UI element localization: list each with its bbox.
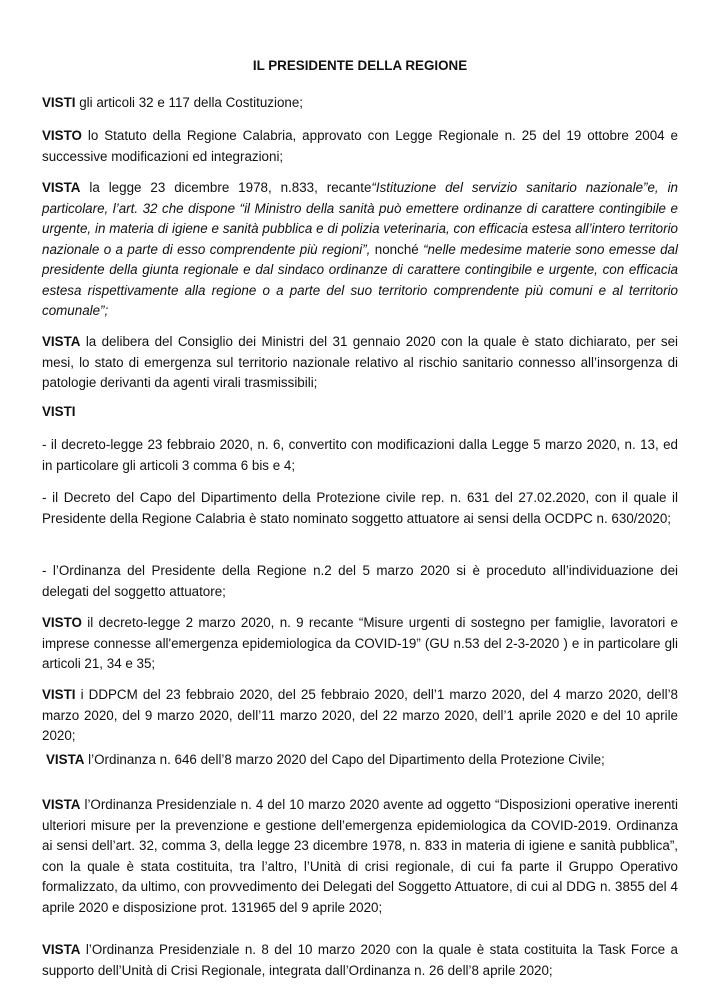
paragraph-lead: VISTO bbox=[42, 128, 82, 143]
paragraph-text: l’Ordinanza Presidenziale n. 4 del 10 marzo 2020 avente ad oggetto “Disposizioni operative inerenti ulteriori misure per la prevenzione e gestione dell’emergenza epidemiologica da COVID-2019. Ordinanza ai sensi dell’art. 32, comma 3, della legge 23 dicembre 1978, n. 833 in materia di igiene e sanità pubblica”, con la quale è stata costituita, tra l’altro, l’Unità di crisi regionale, di cui fa parte il Gruppo Operativo formalizzato, da ultimo, con provvedimento dei Delegati del Soggetto Attuatore, di cui al DDG n. 3855 del 4 aprile 2020 e disposizione prot. 131965 del 9 aprile 2020; bbox=[42, 797, 678, 915]
paragraph-quote: “nelle medesime materie sono emesse dal presidente della giunta regionale e dal sindaco ordinanze di carattere contingibile e urgente, con efficacia estesa rispettivamente alla regione o a parte del suo territorio comprendente più comuni e al territorio comunale”; bbox=[42, 241, 678, 318]
paragraph-text: il decreto-legge 2 marzo 2020, n. 9 recante “Misure urgenti di sostegno per famiglie, lavoratori e imprese connesse all'emergenza epidemiologica da COVID-19” (GU n.53 del 2-3-2020 ) e in particolare gli articoli 21, 34 e 35; bbox=[42, 615, 678, 671]
paragraph-vista-ordinanza-646 bbox=[46, 750, 682, 771]
paragraph-text: gli articoli 32 e 117 della Costituzione; bbox=[75, 95, 304, 110]
paragraph-visti-heading bbox=[42, 402, 678, 423]
paragraph-lead: VISTO bbox=[42, 615, 82, 630]
paragraph-text: la delibera del Consiglio dei Ministri del 31 gennaio 2020 con la quale è stato dichiarato, per sei mesi, lo stato di emergenza sul territorio nazionale relativo al rischio sanitario connesso all’insorgenza di patologie derivanti da agenti virali trasmissibili; bbox=[42, 334, 678, 390]
paragraph-visto-statuto bbox=[42, 126, 678, 167]
list-item-decreto-legge-6 bbox=[42, 435, 678, 476]
paragraph-vista-delibera bbox=[42, 332, 678, 394]
paragraph-lead: VISTI bbox=[42, 95, 76, 110]
paragraph-lead: VISTI bbox=[42, 404, 76, 419]
paragraph-lead: VISTI bbox=[42, 687, 76, 702]
paragraph-lead: VISTA bbox=[42, 334, 81, 349]
paragraph-text: - il Decreto del Capo del Dipartimento della Protezione civile rep. n. 631 del 27.02.2020, con il quale il Presidente della Regione Calabria è stato nominato soggetto attuatore ai sensi della OCDPC n. 630/2020; bbox=[42, 490, 678, 526]
paragraph-lead: VISTA bbox=[42, 942, 81, 957]
paragraph-text: i DDPCM del 23 febbraio 2020, del 25 febbraio 2020, dell’1 marzo 2020, del 4 marzo 2020, dell’8 marzo 2020, del 9 marzo 2020, dell’11 marzo 2020, del 22 marzo 2020, dell’1 aprile 2020 e del 10 aprile 2020; bbox=[42, 687, 678, 743]
paragraph-lead: VISTA bbox=[46, 752, 85, 767]
paragraph-vista-ordinanza-8 bbox=[42, 940, 678, 981]
paragraph-visti-costituzione bbox=[42, 93, 678, 114]
paragraph-text: - il decreto-legge 23 febbraio 2020, n. 6, convertito con modificazioni dalla Legge 5 marzo 2020, n. 13, ed in particolare gli articoli 3 comma 6 bis e 4; bbox=[42, 437, 678, 473]
paragraph-text: la legge 23 dicembre 1978, n.833, recante bbox=[80, 180, 372, 195]
paragraph-text: l’Ordinanza Presidenziale n. 8 del 10 marzo 2020 con la quale è stata costituita la Task Force a supporto dell’Unità di Crisi Regionale, integrata dall’Ordinanza n. 26 dell’8 aprile 2020; bbox=[42, 942, 678, 978]
paragraph-visti-ddpcm bbox=[42, 685, 678, 747]
list-item-decreto-capo-dipartimento bbox=[42, 488, 678, 529]
paragraph-text: nonché bbox=[370, 241, 424, 257]
list-item-ordinanza-presidente-2 bbox=[42, 561, 678, 602]
paragraph-text: lo Statuto della Regione Calabria, approvato con Legge Regionale n. 25 del 19 ottobre 2004 e successive modificazioni ed integrazioni; bbox=[42, 128, 678, 164]
paragraph-lead: VISTA bbox=[42, 180, 81, 195]
paragraph-vista-legge-833 bbox=[42, 178, 678, 322]
document-title: IL PRESIDENTE DELLA REGIONE bbox=[252, 58, 468, 73]
paragraph-lead: VISTA bbox=[42, 797, 81, 812]
paragraph-quote: “Istituzione del servizio sanitario nazionale”e, in particolare, l’art. 32 che dispone “il Ministro della sanità può emettere ordinanze di carattere contingibile e urgente, in materia di igiene e sanità pubblica e di polizia veterinaria, con efficacia estesa all’intero territorio nazionale o a parte di esso comprendente più regioni”, bbox=[42, 180, 678, 257]
paragraph-visto-decreto-legge-9 bbox=[42, 613, 678, 675]
paragraph-text: l’Ordinanza n. 646 dell’8 marzo 2020 del Capo del Dipartimento della Protezione Civile; bbox=[84, 752, 605, 767]
paragraph-vista-ordinanza-4 bbox=[42, 795, 678, 918]
paragraph-text: - l’Ordinanza del Presidente della Regione n.2 del 5 marzo 2020 si è proceduto all’individuazione dei delegati del soggetto attuatore; bbox=[42, 563, 678, 599]
